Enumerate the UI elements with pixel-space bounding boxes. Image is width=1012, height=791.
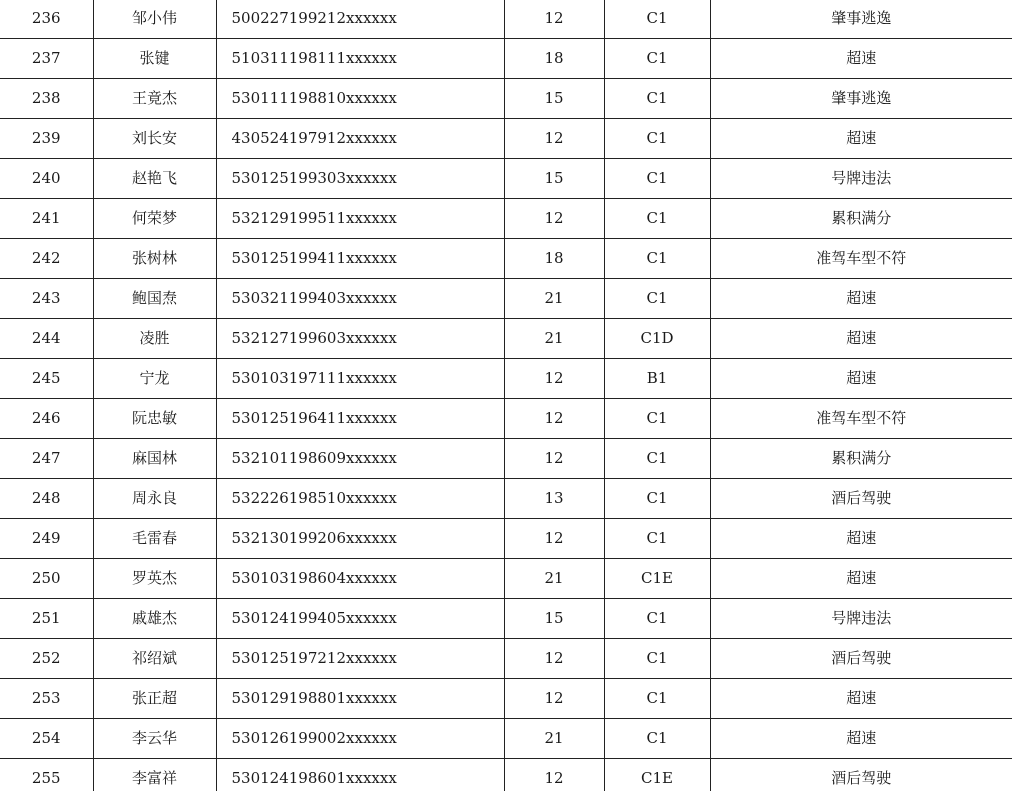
license-class-cell: C1 <box>604 39 710 79</box>
id-number-cell: 530125199411xxxxxx <box>216 239 504 279</box>
violation-reason-cell: 超速 <box>710 559 1012 599</box>
table-row <box>0 319 1012 359</box>
table-row <box>0 239 1012 279</box>
points-cell: 18 <box>504 39 604 79</box>
table-row <box>0 119 1012 159</box>
name-cell: 张键 <box>93 39 216 79</box>
name-cell: 何荣梦 <box>93 199 216 239</box>
name-cell: 毛雷春 <box>93 519 216 559</box>
id-number-cell: 532129199511xxxxxx <box>216 199 504 239</box>
id-number-cell: 430524197912xxxxxx <box>216 119 504 159</box>
violation-reason-cell: 超速 <box>710 719 1012 759</box>
id-number-cell: 530321199403xxxxxx <box>216 279 504 319</box>
row-number-cell: 238 <box>0 79 93 119</box>
table-row <box>0 759 1012 791</box>
row-number-cell: 240 <box>0 159 93 199</box>
license-class-cell: C1D <box>604 319 710 359</box>
row-number-cell: 253 <box>0 679 93 719</box>
license-class-cell: C1 <box>604 479 710 519</box>
id-number-cell: 530124199405xxxxxx <box>216 599 504 639</box>
points-cell: 12 <box>504 639 604 679</box>
id-number-cell: 530126199002xxxxxx <box>216 719 504 759</box>
violation-reason-cell: 肇事逃逸 <box>710 79 1012 119</box>
violation-reason-cell: 超速 <box>710 679 1012 719</box>
id-number-cell: 530129198801xxxxxx <box>216 679 504 719</box>
row-number-cell: 248 <box>0 479 93 519</box>
points-cell: 12 <box>504 439 604 479</box>
row-number-cell: 244 <box>0 319 93 359</box>
points-cell: 15 <box>504 599 604 639</box>
table-row <box>0 399 1012 439</box>
row-number-cell: 239 <box>0 119 93 159</box>
row-number-cell: 251 <box>0 599 93 639</box>
name-cell: 邹小伟 <box>93 0 216 39</box>
license-class-cell: C1 <box>604 199 710 239</box>
row-number-cell: 250 <box>0 559 93 599</box>
violation-reason-cell: 号牌违法 <box>710 159 1012 199</box>
id-number-cell: 510311198111xxxxxx <box>216 39 504 79</box>
row-number-cell: 237 <box>0 39 93 79</box>
name-cell: 周永良 <box>93 479 216 519</box>
points-cell: 18 <box>504 239 604 279</box>
row-number-cell: 236 <box>0 0 93 39</box>
license-class-cell: C1 <box>604 679 710 719</box>
points-cell: 12 <box>504 519 604 559</box>
table-row <box>0 639 1012 679</box>
points-cell: 12 <box>504 399 604 439</box>
table-row <box>0 359 1012 399</box>
table-row <box>0 559 1012 599</box>
violation-reason-cell: 超速 <box>710 359 1012 399</box>
violation-reason-cell: 超速 <box>710 519 1012 559</box>
id-number-cell: 530125199303xxxxxx <box>216 159 504 199</box>
points-cell: 21 <box>504 279 604 319</box>
table-row <box>0 679 1012 719</box>
name-cell: 鲍国焘 <box>93 279 216 319</box>
name-cell: 李云华 <box>93 719 216 759</box>
license-class-cell: C1 <box>604 639 710 679</box>
license-class-cell: C1 <box>604 119 710 159</box>
id-number-cell: 530125196411xxxxxx <box>216 399 504 439</box>
license-class-cell: C1 <box>604 0 710 39</box>
license-class-cell: C1E <box>604 559 710 599</box>
points-cell: 21 <box>504 319 604 359</box>
license-class-cell: C1 <box>604 279 710 319</box>
id-number-cell: 530125197212xxxxxx <box>216 639 504 679</box>
row-number-cell: 249 <box>0 519 93 559</box>
row-number-cell: 243 <box>0 279 93 319</box>
table-row <box>0 0 1012 39</box>
table-row <box>0 279 1012 319</box>
name-cell: 阮忠敏 <box>93 399 216 439</box>
violation-reason-cell: 肇事逃逸 <box>710 0 1012 39</box>
license-class-cell: C1 <box>604 439 710 479</box>
name-cell: 戚雄杰 <box>93 599 216 639</box>
violation-reason-cell: 酒后驾驶 <box>710 479 1012 519</box>
points-cell: 12 <box>504 359 604 399</box>
table-row <box>0 479 1012 519</box>
license-class-cell: C1 <box>604 519 710 559</box>
license-class-cell: C1 <box>604 159 710 199</box>
table-row <box>0 79 1012 119</box>
license-class-cell: C1 <box>604 599 710 639</box>
row-number-cell: 246 <box>0 399 93 439</box>
table-row <box>0 719 1012 759</box>
name-cell: 罗英杰 <box>93 559 216 599</box>
points-cell: 21 <box>504 719 604 759</box>
name-cell: 宁龙 <box>93 359 216 399</box>
violation-reason-cell: 累积满分 <box>710 199 1012 239</box>
violation-reason-cell: 超速 <box>710 319 1012 359</box>
name-cell: 祁绍斌 <box>93 639 216 679</box>
violation-reason-cell: 准驾车型不符 <box>710 399 1012 439</box>
points-cell: 15 <box>504 79 604 119</box>
id-number-cell: 532101198609xxxxxx <box>216 439 504 479</box>
points-cell: 12 <box>504 679 604 719</box>
row-number-cell: 254 <box>0 719 93 759</box>
name-cell: 凌胜 <box>93 319 216 359</box>
id-number-cell: 530124198601xxxxxx <box>216 759 504 791</box>
points-cell: 13 <box>504 479 604 519</box>
violation-reason-cell: 超速 <box>710 279 1012 319</box>
name-cell: 王竟杰 <box>93 79 216 119</box>
row-number-cell: 245 <box>0 359 93 399</box>
table-row <box>0 439 1012 479</box>
violation-reason-cell: 酒后驾驶 <box>710 639 1012 679</box>
violation-reason-cell: 超速 <box>710 39 1012 79</box>
name-cell: 李富祥 <box>93 759 216 791</box>
id-number-cell: 530103198604xxxxxx <box>216 559 504 599</box>
points-cell: 15 <box>504 159 604 199</box>
table-row <box>0 599 1012 639</box>
name-cell: 张树林 <box>93 239 216 279</box>
points-cell: 12 <box>504 0 604 39</box>
points-cell: 21 <box>504 559 604 599</box>
id-number-cell: 532226198510xxxxxx <box>216 479 504 519</box>
name-cell: 赵艳飞 <box>93 159 216 199</box>
table-row <box>0 159 1012 199</box>
row-number-cell: 241 <box>0 199 93 239</box>
row-number-cell: 242 <box>0 239 93 279</box>
license-class-cell: C1 <box>604 239 710 279</box>
violation-reason-cell: 酒后驾驶 <box>710 759 1012 791</box>
license-class-cell: C1 <box>604 79 710 119</box>
table-row <box>0 519 1012 559</box>
license-class-cell: C1 <box>604 719 710 759</box>
points-cell: 12 <box>504 119 604 159</box>
license-class-cell: C1E <box>604 759 710 791</box>
name-cell: 麻国林 <box>93 439 216 479</box>
row-number-cell: 247 <box>0 439 93 479</box>
points-cell: 12 <box>504 199 604 239</box>
table-row <box>0 39 1012 79</box>
name-cell: 刘长安 <box>93 119 216 159</box>
violation-reason-cell: 累积满分 <box>710 439 1012 479</box>
license-class-cell: B1 <box>604 359 710 399</box>
violation-reason-cell: 号牌违法 <box>710 599 1012 639</box>
license-class-cell: C1 <box>604 399 710 439</box>
points-cell: 12 <box>504 759 604 791</box>
table-row <box>0 199 1012 239</box>
id-number-cell: 530103197111xxxxxx <box>216 359 504 399</box>
id-number-cell: 532130199206xxxxxx <box>216 519 504 559</box>
id-number-cell: 532127199603xxxxxx <box>216 319 504 359</box>
id-number-cell: 500227199212xxxxxx <box>216 0 504 39</box>
name-cell: 张正超 <box>93 679 216 719</box>
id-number-cell: 530111198810xxxxxx <box>216 79 504 119</box>
row-number-cell: 252 <box>0 639 93 679</box>
violation-reason-cell: 准驾车型不符 <box>710 239 1012 279</box>
violation-reason-cell: 超速 <box>710 119 1012 159</box>
row-number-cell: 255 <box>0 759 93 791</box>
